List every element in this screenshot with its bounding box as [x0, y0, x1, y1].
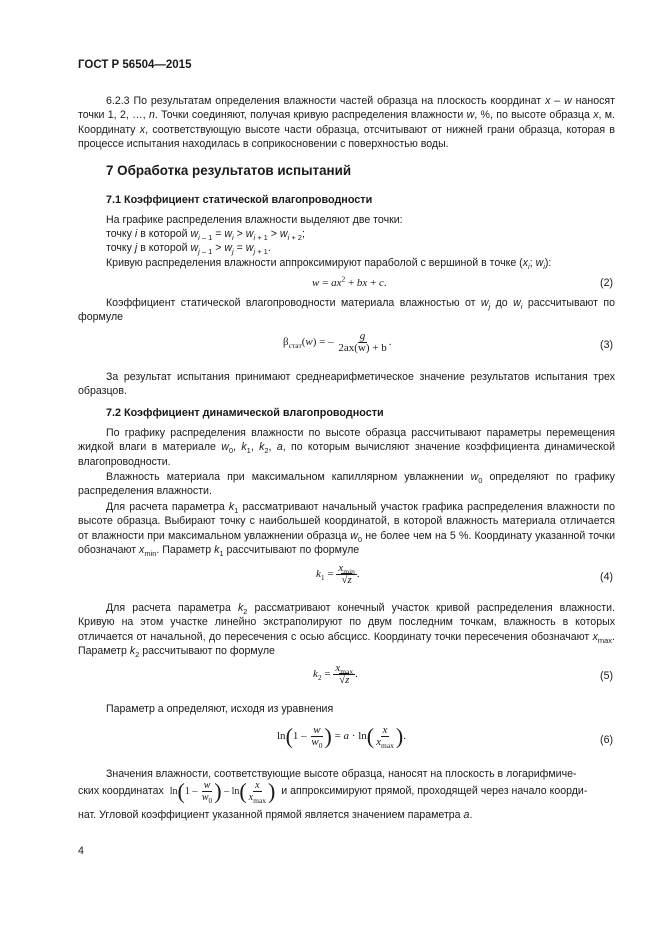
formula-number: (2)	[600, 277, 613, 289]
section-7-1-heading: 7.1 Коэффициент статической влагопроводности	[106, 194, 373, 206]
formula-number: (3)	[600, 339, 613, 351]
section-7-heading: 7 Обработка результатов испытаний	[106, 163, 352, 178]
text-line: ских координатах ln(1 – $\frac{w}{w_0}$ ) – ln( $\frac{x}{x_{max}}$ ) и аппроксимируют прямой, проходящей через начало коорди-	[78, 778, 588, 805]
formula-number: (6)	[600, 734, 613, 746]
text-line: точку j в которой $w_{j - 1} > w_j = w_{j + 1}$.	[106, 242, 271, 257]
formula-5: $k_2$ = $\frac{x_{max}}{√z}$ .	[313, 662, 358, 686]
paragraph: За результат испытания принимают среднеарифметическое значение результатов испытания трех образцов.	[78, 371, 615, 398]
formula-2: $w = ax^2$ + bx + c.	[312, 274, 387, 289]
text-line: нат. Угловой коэффициент указанной прямой является значением параметра a.	[78, 809, 473, 821]
text-line: Значения влажности, соответствующие высоте образца, наносят на плоскость в логарифмиче-	[106, 768, 577, 780]
document-header: ГОСТ Р 56504—2015	[78, 59, 192, 71]
paragraph: Коэффициент статической влагопроводности материала влажностью от $w_j$ до $w_i$ рассчитывают по формуле	[78, 297, 615, 324]
text-line: точку i в которой $w_{i - 1} = w_i > w_{i + 1} > w_{i + 2}$;	[106, 228, 305, 243]
paragraph: Для расчета параметра $k_2$ рассматривают конечный участок кривой распределения влажности. Кривую на этом участке линейно экстраполируют по двум последним точкам, влажность в которых отличается от начальной, до пересечения с осью абсцисс. Координату точки пересечения обозначают $x_{max}$. Параметр $k_2$ рассчитывают по формуле	[78, 602, 615, 659]
paragraph: По графику распределения влажности по высоте образца рассчитывают параметры перемещения жидкой влаги в материале $w_0$, $k_1$, $k_2$, a, по которым вычисляют значение коэффициента динамической влагопроводности.	[78, 427, 615, 468]
formula-4: $k_1$ = $\frac{x_{min}}{√z}$ .	[316, 562, 360, 586]
paragraph: Влажность материала при максимальном капиллярном увлажнении $w_0$ определяют по графику распределения влажности.	[78, 471, 615, 498]
formula-number: (5)	[600, 670, 613, 682]
paragraph: Параметр a определяют, исходя из уравнения	[106, 703, 334, 715]
paragraph: Для расчета параметра $k_1$ рассматривают начальный участок графика распределения влажности по высоте образца. Выбирают точку с наибольшей координатой, в которой влажность материала отличается от влажности при максимальном увлажнении образца $w_0$ не более чем на 5 %. Координату указанной точки обозначают $x_{min}$. Параметр $k_1$ рассчитывают по формуле	[78, 501, 615, 558]
section-7-2-heading: 7.2 Коэффициент динамической влагопроводности	[106, 407, 384, 419]
text-line: На графике распределения влажности выделяют две точки:	[106, 214, 403, 226]
formula-number: (4)	[600, 571, 613, 583]
text-line: Кривую распределения влажности аппроксимируют параболой с вершиной в точке ($x_i$; $w_i$):	[106, 257, 552, 272]
formula-3: $\beta_{стат}(w)$ = – $\frac{g}{2ax(w) + b}$ .	[283, 330, 392, 354]
paragraph-6-2-3: 6.2.3 По результатам определения влажности частей образца на плоскость координат x – w наносят точки 1, 2, …, n. Точки соединяют, получая кривую распределения влажности w, %, по высоте образца x, м. Координату x, соответствующую высоте части образца, отсчитывают от нижней грани образца, которая в процессе испытания находилась в соприкосновении с поверхностью воды.	[78, 95, 615, 150]
formula-6: ln(1 – $\frac{w}{w_0}$ ) = a · ln( $\frac{x}{x_{max}}$ ).	[277, 723, 406, 751]
page-number: 4	[78, 845, 84, 857]
